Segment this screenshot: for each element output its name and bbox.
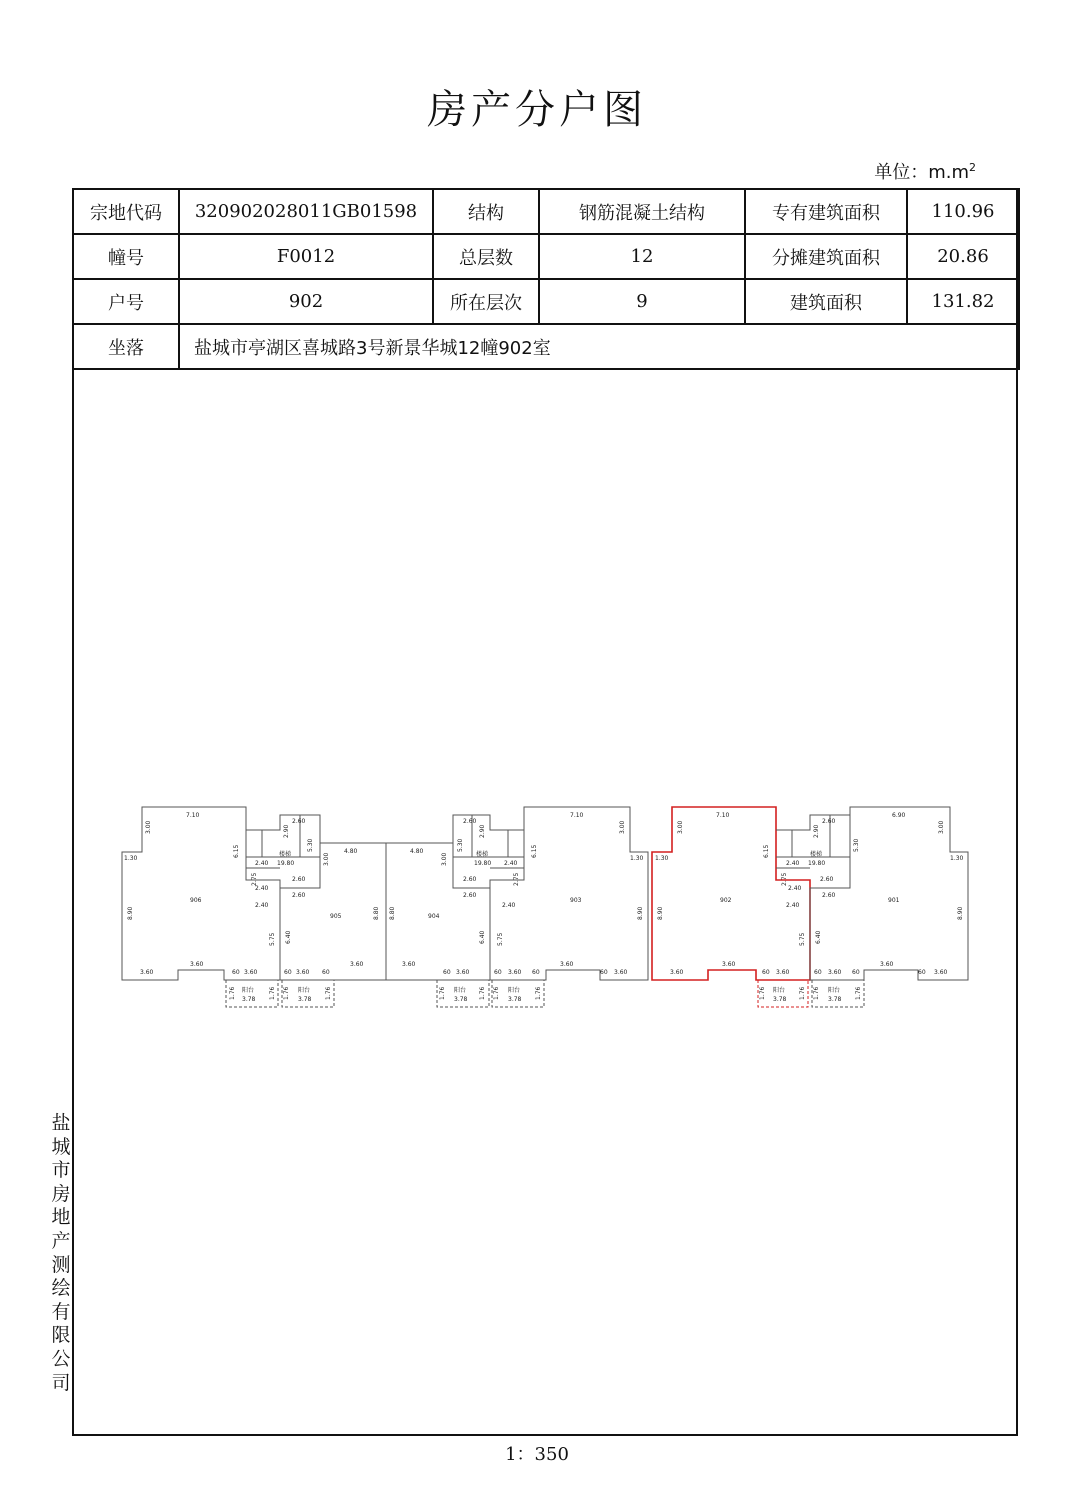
dim-label: 19.80 (277, 860, 295, 867)
dim-label: 3.60 (614, 969, 628, 976)
value-floor: 9 (539, 279, 745, 324)
dim-label: 3.60 (560, 961, 574, 968)
dim-label: 2.40 (255, 860, 269, 867)
dim-label-v: 5.30 (307, 838, 314, 852)
dim-label: 60 (762, 969, 770, 976)
unit-label-904: 904 (428, 913, 440, 920)
dim-label: 3.60 (776, 969, 790, 976)
dim-label-v: 2.75 (781, 872, 788, 886)
unit-label-906: 906 (190, 897, 202, 904)
dim-label: 3.60 (350, 961, 364, 968)
dim-label-v: 3.00 (938, 820, 945, 834)
dim-label: 3.60 (722, 961, 736, 968)
dim-label: 3.60 (244, 969, 258, 976)
dim-label-v: 1.76 (283, 986, 290, 1000)
dim-label: 19.80 (808, 860, 826, 867)
dim-label-v: 6.15 (763, 844, 770, 858)
dim-label-v: 3.00 (323, 852, 330, 866)
dim-label: 1.30 (950, 855, 964, 862)
unit-label-902: 902 (720, 897, 732, 904)
value-exclusive-area: 110.96 (907, 189, 1019, 234)
dim-label: 19.80 (474, 860, 492, 867)
unit-label-905: 905 (330, 913, 342, 920)
dim-label: 60 (600, 969, 608, 976)
dim-label-v: 8.90 (127, 906, 134, 920)
dim-label: 楼梯 (476, 851, 489, 858)
dim-label: 60 (918, 969, 926, 976)
unit-label-901: 901 (888, 897, 900, 904)
dim-label-v: 3.00 (145, 820, 152, 834)
dim-label-v: 8.90 (957, 906, 964, 920)
dim-label: 2.40 (504, 860, 518, 867)
dim-label: 7.10 (570, 812, 584, 819)
dim-label: 3.78 (454, 996, 468, 1003)
dim-label-v: 5.75 (799, 932, 806, 946)
value-building-no: F0012 (179, 234, 433, 279)
value-location: 盐城市亭湖区喜城路3号新景华城12幢902室 (179, 324, 1019, 369)
dim-label: 60 (814, 969, 822, 976)
dim-label: 2.60 (292, 892, 306, 899)
scale-label: 1：350 (505, 1444, 569, 1465)
value-building-area: 131.82 (907, 279, 1019, 324)
label-building-area: 建筑面积 (745, 279, 907, 324)
dim-label: 3.60 (670, 969, 684, 976)
unit-sup: 2 (969, 161, 976, 174)
dim-label: 2.60 (463, 876, 477, 883)
dim-label-v: 2.90 (479, 824, 486, 838)
dim-label: 3.60 (508, 969, 522, 976)
dim-label-v: 1.76 (439, 986, 446, 1000)
dim-label: 楼梯 (279, 851, 292, 858)
dim-label: 2.40 (255, 885, 269, 892)
dim-label: 3.78 (773, 996, 787, 1003)
dim-label: 6.90 (892, 812, 906, 819)
dim-label: 7.10 (716, 812, 730, 819)
dim-label: 60 (284, 969, 292, 976)
dim-label: 2.60 (822, 892, 836, 899)
label-parcel-code: 宗地代码 (73, 189, 179, 234)
dim-label: 1.30 (655, 855, 669, 862)
dim-label: 3.60 (140, 969, 154, 976)
dim-label: 4.80 (410, 848, 424, 855)
dim-label: 1.30 (124, 855, 138, 862)
side-char: 产 (51, 1229, 71, 1252)
dim-label: 7.10 (186, 812, 200, 819)
dim-label-v: 1.76 (269, 986, 276, 1000)
dim-label-v: 1.76 (813, 986, 820, 1000)
dim-label-v: 8.80 (373, 906, 380, 920)
side-char: 司 (51, 1371, 71, 1394)
dim-label: 4.80 (344, 848, 358, 855)
dim-label-v: 6.15 (233, 844, 240, 858)
dim-label-v: 2.75 (513, 872, 520, 886)
dim-label: 阳台 (454, 987, 467, 994)
dim-label-v: 3.00 (619, 820, 626, 834)
unit-902-outline (652, 807, 810, 980)
dim-label-v: 8.80 (389, 906, 396, 920)
dim-label: 2.60 (820, 876, 834, 883)
dim-label: 阳台 (242, 987, 255, 994)
dim-label: 3.60 (402, 961, 416, 968)
dim-label-v: 2.75 (251, 872, 258, 886)
dim-label-v: 6.40 (479, 930, 486, 944)
dim-label: 2.40 (786, 902, 800, 909)
value-unit-no: 902 (179, 279, 433, 324)
label-shared-area: 分摊建筑面积 (745, 234, 907, 279)
dim-label: 2.40 (502, 902, 516, 909)
label-unit-no: 户号 (73, 279, 179, 324)
dim-label: 60 (852, 969, 860, 976)
dim-label: 60 (532, 969, 540, 976)
dim-label-v: 1.76 (479, 986, 486, 1000)
dim-label-v: 1.76 (325, 986, 332, 1000)
side-char: 房 (51, 1182, 71, 1205)
dim-label: 3.60 (190, 961, 204, 968)
dim-label-v: 1.76 (229, 986, 236, 1000)
dim-label-v: 2.90 (283, 824, 290, 838)
dim-label: 2.40 (255, 902, 269, 909)
side-char: 地 (51, 1206, 71, 1229)
dim-label: 阳台 (828, 987, 841, 994)
side-char: 测 (51, 1253, 71, 1276)
side-char: 盐 (51, 1112, 71, 1134)
dim-label: 60 (232, 969, 240, 976)
label-location: 坐落 (73, 324, 179, 369)
dim-label-v: 2.90 (813, 824, 820, 838)
dim-label: 3.60 (934, 969, 948, 976)
dim-label: 60 (322, 969, 330, 976)
side-char: 有 (51, 1300, 71, 1323)
dim-label: 1.30 (630, 855, 644, 862)
dim-label: 60 (443, 969, 451, 976)
dim-label: 3.60 (296, 969, 310, 976)
dim-label: 阳台 (508, 987, 521, 994)
side-char: 城 (51, 1135, 71, 1158)
dim-label-v: 5.30 (853, 838, 860, 852)
dim-label-v: 8.90 (637, 906, 644, 920)
dim-label-v: 3.00 (677, 820, 684, 834)
dim-label: 2.60 (463, 892, 477, 899)
dim-label: 3.78 (242, 996, 256, 1003)
dim-label-v: 1.76 (855, 986, 862, 1000)
dim-label-v: 5.75 (269, 932, 276, 946)
dim-label: 3.78 (298, 996, 312, 1003)
value-shared-area: 20.86 (907, 234, 1019, 279)
dim-label-v: 6.40 (285, 930, 292, 944)
label-floor: 所在层次 (433, 279, 539, 324)
unit-905-outline (280, 843, 386, 980)
value-structure: 钢筋混凝土结构 (539, 189, 745, 234)
unit-label-903: 903 (570, 897, 582, 904)
dim-label: 2.60 (822, 818, 836, 825)
dim-label-v: 5.75 (497, 932, 504, 946)
dim-label: 2.40 (786, 860, 800, 867)
dim-label-v: 1.76 (493, 986, 500, 1000)
dim-label: 60 (494, 969, 502, 976)
dim-label: 3.60 (828, 969, 842, 976)
side-char: 绘 (51, 1277, 71, 1300)
dim-label: 3.60 (880, 961, 894, 968)
dim-label: 2.60 (463, 818, 477, 825)
company-name-vertical (48, 1112, 74, 1395)
dim-label: 3.60 (456, 969, 470, 976)
dim-label-v: 6.15 (531, 844, 538, 858)
value-total-floors: 12 (539, 234, 745, 279)
document-title: 房产分户图 (427, 87, 647, 133)
side-char: 市 (51, 1159, 71, 1182)
label-building-no: 幢号 (73, 234, 179, 279)
dim-label-v: 8.90 (657, 906, 664, 920)
side-char: 公 (51, 1347, 71, 1370)
side-char: 限 (51, 1324, 71, 1347)
dim-label-v: 1.76 (799, 986, 806, 1000)
dim-label-v: 5.30 (457, 838, 464, 852)
label-exclusive-area: 专有建筑面积 (745, 189, 907, 234)
dim-label-v: 1.76 (535, 986, 542, 1000)
label-structure: 结构 (433, 189, 539, 234)
dim-label: 楼梯 (810, 851, 823, 858)
dim-label: 阳台 (298, 987, 311, 994)
dim-label: 3.78 (828, 996, 842, 1003)
unit-text: 单位：m.m (874, 162, 969, 183)
dim-label: 阳台 (773, 987, 786, 994)
dim-label-v: 6.40 (815, 930, 822, 944)
dim-label: 3.78 (508, 996, 522, 1003)
dimension-labels (124, 812, 964, 1003)
dim-label: 2.40 (788, 885, 802, 892)
dim-label: 2.60 (292, 876, 306, 883)
dim-label-v: 1.76 (759, 986, 766, 1000)
label-total-floors: 总层数 (433, 234, 539, 279)
dim-label-v: 3.00 (441, 852, 448, 866)
value-parcel-code: 320902028011GB01598 (179, 189, 433, 234)
dim-label: 2.60 (292, 818, 306, 825)
